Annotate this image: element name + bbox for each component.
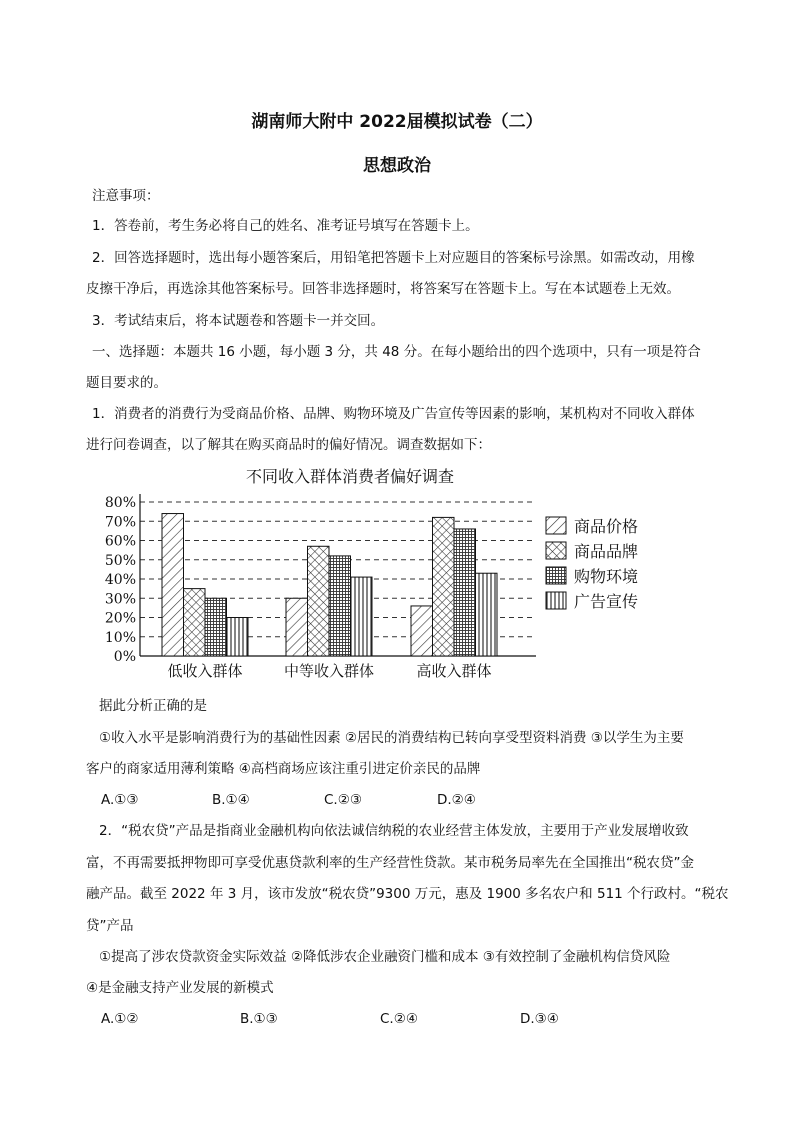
- chart-title: 不同收入群体消费者偏好调查: [245, 467, 455, 486]
- x-category-label: 高收入群体: [416, 662, 492, 680]
- q1-option-d[interactable]: D.②④: [437, 792, 476, 808]
- section-instruction: 一、选择题：本题共 16 小题，每小题 3 分，共 48 分。在每小题给出的四个选项中，只有一项是符合: [92, 344, 701, 360]
- bar-2-4: [351, 577, 373, 656]
- y-tick-label: 10%: [104, 629, 136, 646]
- question-2-stem-cont-1: 富，不再需要抵押物即可享受优惠贷款利率的生产经营性贷款。某市税务局率先在全国推出“税农贷”金: [86, 855, 694, 871]
- y-tick-label: 20%: [104, 610, 136, 627]
- legend-label: 广告宣传: [574, 592, 639, 611]
- y-tick-label: 80%: [104, 495, 136, 511]
- question-1-statements-cont: 客户的商家适用薄利策略 ④高档商场应该注重引进定价亲民的品牌: [86, 761, 481, 777]
- bar-2-2: [308, 546, 330, 656]
- bar-3-3: [454, 529, 476, 656]
- notice-item-3: 3．考试结束后，将本试题卷和答题卡一并交回。: [92, 313, 385, 329]
- y-tick-label: 60%: [104, 533, 136, 550]
- y-tick-label: 40%: [104, 572, 136, 588]
- question-1-stem-cont: 进行问卷调查，以了解其在购买商品时的偏好情况。调查数据如下：: [86, 437, 491, 453]
- q2-option-d[interactable]: D.③④: [520, 1011, 559, 1027]
- legend-label: 购物环境: [574, 567, 639, 586]
- notice-heading: 注意事项：: [92, 188, 160, 204]
- legend-swatch: [546, 517, 566, 534]
- bar-1-2: [184, 589, 206, 656]
- y-tick-label: 70%: [104, 514, 136, 531]
- bar-2-1: [286, 598, 308, 656]
- question-2-stem-cont-3: 贷”产品: [86, 918, 134, 934]
- x-category-label: 低收入群体: [167, 662, 243, 680]
- question-1-statements: ①收入水平是影响消费行为的基础性因素 ②居民的消费结构已转向享受型资料消费 ③以学生为主要: [99, 730, 684, 746]
- y-tick-label: 50%: [104, 552, 136, 569]
- legend-label: 商品价格: [574, 517, 639, 536]
- legend-swatch: [546, 567, 566, 584]
- q1-option-a[interactable]: A.①③: [101, 792, 139, 808]
- y-tick-label: 0%: [113, 649, 136, 665]
- y-tick-label: 30%: [104, 591, 136, 608]
- question-2-statements-cont: ④是金融支持产业发展的新模式: [86, 980, 274, 996]
- notice-item-1: 1．答卷前，考生务必将自己的姓名、准考证号填写在答题卡上。: [92, 218, 479, 234]
- legend-swatch: [546, 542, 566, 559]
- q2-option-a[interactable]: A.①②: [101, 1011, 139, 1027]
- bar-3-4: [476, 573, 498, 656]
- preference-bar-chart: [90, 462, 690, 687]
- question-2-statements: ①提高了涉农贷款资金实际效益 ②降低涉农企业融资门槛和成本 ③有效控制了金融机构信贷风险: [99, 949, 671, 965]
- question-1-stem: 1．消费者的消费行为受商品价格、品牌、购物环境及广告宣传等因素的影响，某机构对不同收入群体: [92, 406, 695, 422]
- bar-3-1: [411, 606, 433, 656]
- bar-1-4: [227, 618, 249, 657]
- q2-option-b[interactable]: B.①③: [240, 1011, 278, 1027]
- legend-label: 商品品牌: [574, 542, 639, 561]
- x-category-label: 中等收入群体: [283, 662, 375, 680]
- bar-1-1: [162, 514, 184, 656]
- subject-title: 思想政治: [363, 156, 431, 176]
- question-2-stem: 2．“税农贷”产品是指商业金融机构向依法诚信纳税的农业经营主体发放，主要用于产业发展增收致: [99, 823, 689, 839]
- legend-swatch: [546, 592, 566, 609]
- bar-2-3: [329, 556, 351, 656]
- q1-option-b[interactable]: B.①④: [212, 792, 250, 808]
- notice-item-2: 2．回答选择题时，选出每小题答案后，用铅笔把答题卡上对应题目的答案标号涂黑。如需改动，用橡: [92, 250, 695, 266]
- q1-option-c[interactable]: C.②③: [324, 792, 362, 808]
- bar-1-3: [205, 598, 227, 656]
- notice-item-2-cont: 皮擦干净后，再选涂其他答案标号。回答非选择题时，将答案写在答题卡上。写在本试题卷上无效。: [86, 281, 680, 297]
- section-instruction-cont: 题目要求的。: [86, 375, 167, 391]
- question-1-prompt: 据此分析正确的是: [99, 698, 207, 714]
- exam-title: 湖南师大附中 2022届模拟试卷（二）: [251, 112, 543, 132]
- bar-3-2: [433, 517, 455, 656]
- q2-option-c[interactable]: C.②④: [380, 1011, 418, 1027]
- question-2-stem-cont-2: 融产品。截至 2022 年 3 月，该市发放“税农贷”9300 万元，惠及 1900 多名农户和 511 个行政村。“税农: [86, 886, 729, 902]
